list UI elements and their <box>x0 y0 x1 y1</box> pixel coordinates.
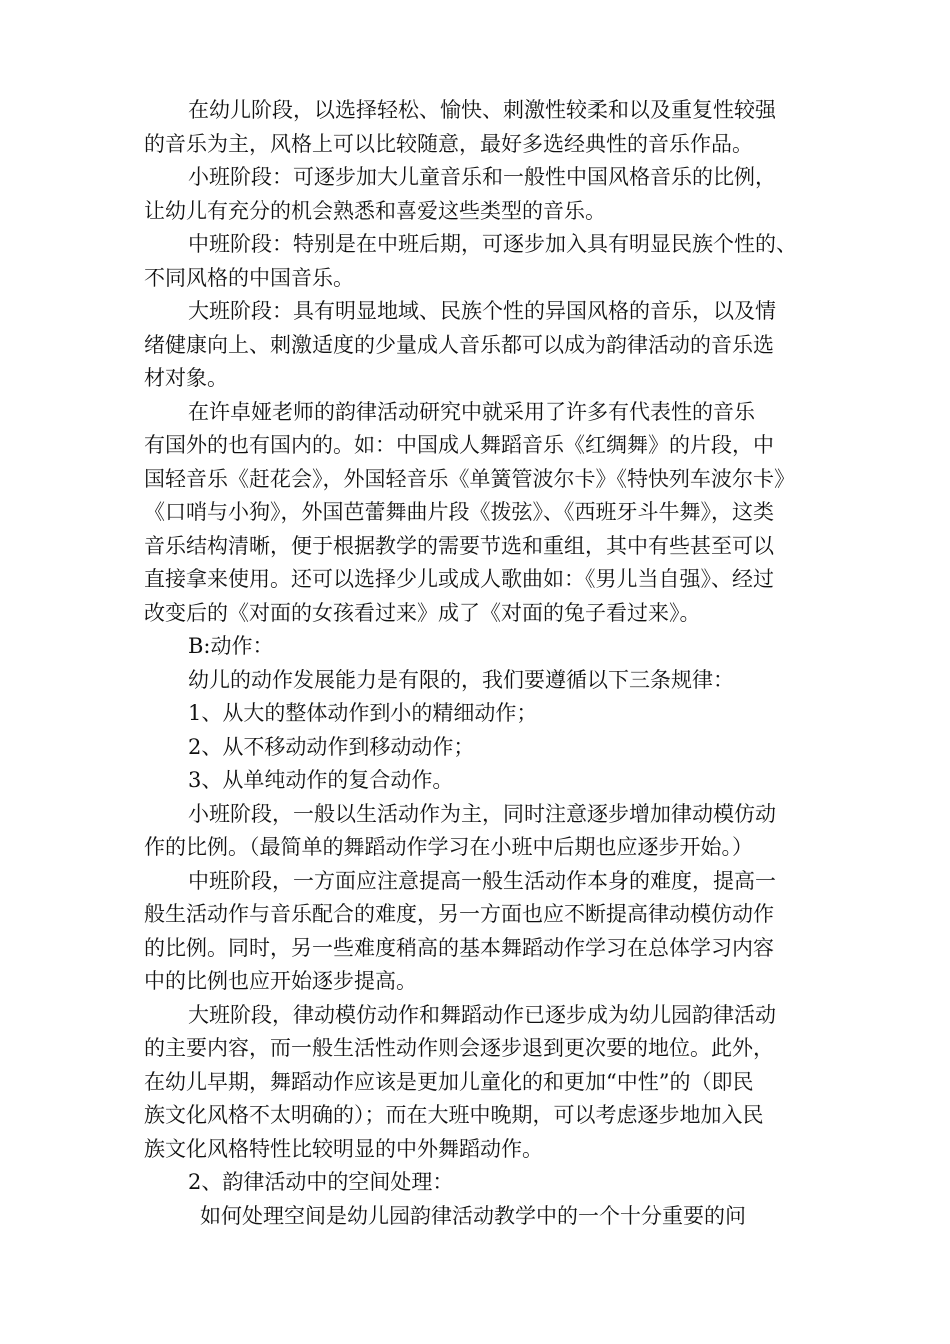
list-item: 1、从大的整体动作到小的精细动作； <box>188 701 538 725</box>
paragraph-line: 《口哨与小狗》，外国芭蕾舞曲片段《拨弦》、《西班牙斗牛舞》，这类 <box>144 500 774 524</box>
paragraph-line: 般生活动作与音乐配合的难度，另一方面也应不断提高律动模仿动作 <box>144 902 774 926</box>
paragraph-line: 材对象。 <box>144 366 228 390</box>
paragraph-line: 中的比例也应开始逐步提高。 <box>144 969 417 993</box>
paragraph-line: 在幼儿阶段，以选择轻松、愉快、刺激性较柔和以及重复性较强 <box>188 98 776 122</box>
paragraph-line: 国轻音乐《赶花会》，外国轻音乐《单簧管波尔卡》《特快列车波尔卡》 <box>144 466 795 491</box>
paragraph-line: 小班阶段，一般以生活动作为主，同时注意逐步增加律动模仿动 <box>188 801 776 826</box>
paragraph-line: 在许卓娅老师的韵律活动研究中就采用了许多有代表性的音乐 <box>188 399 755 424</box>
paragraph-line: 在幼儿早期，舞蹈动作应该是更加儿童化的和更加“中性”的（即民 <box>144 1069 754 1094</box>
paragraph-line: 不同风格的中国音乐。 <box>144 265 354 290</box>
paragraph-line: 有国外的也有国内的。如：中国成人舞蹈音乐《红绸舞》的片段，中 <box>144 433 774 457</box>
paragraph-line: 如何处理空间是幼儿园韵律活动教学中的一个十分重要的问 <box>200 1203 746 1228</box>
paragraph-line: 族文化风格特性比较明显的中外舞蹈动作。 <box>144 1136 543 1161</box>
paragraph-line: 中班阶段，一方面应注意提高一般生活动作本身的难度，提高一 <box>188 868 776 893</box>
paragraph-line: 作的比例。（最简单的舞蹈动作学习在小班中后期也应逐步开始。） <box>144 835 753 859</box>
paragraph-line: 大班阶段：具有明显地域、民族个性的异国风格的音乐，以及情 <box>188 299 776 323</box>
paragraph-line: 幼儿的动作发展能力是有限的，我们要遵循以下三条规律： <box>188 667 734 692</box>
paragraph-line: 的比例。同时，另一些难度稍高的基本舞蹈动作学习在总体学习内容 <box>144 935 774 960</box>
paragraph-line: 中班阶段：特别是在中班后期，可逐步加入具有明显民族个性的、 <box>188 232 797 256</box>
section-heading: B:动作： <box>188 634 274 658</box>
paragraph-line: 的音乐为主，风格上可以比较随意，最好多选经典性的音乐作品。 <box>144 131 753 156</box>
list-item: 3、从单纯动作的复合动作。 <box>188 768 454 792</box>
section-heading: 2、韵律活动中的空间处理： <box>188 1170 454 1194</box>
paragraph-line: 小班阶段：可逐步加大儿童音乐和一般性中国风格音乐的比例， <box>188 165 776 189</box>
paragraph-line: 音乐结构清晰，便于根据教学的需要节选和重组，其中有些甚至可以 <box>144 533 774 558</box>
paragraph-line: 的主要内容，而一般生活性动作则会逐步退到更次要的地位。此外， <box>144 1036 774 1060</box>
paragraph-line: 大班阶段，律动模仿动作和舞蹈动作已逐步成为幼儿园韵律活动 <box>188 1002 776 1027</box>
paragraph-line: 直接拿来使用。还可以选择少儿或成人歌曲如：《男儿当自强》、经过 <box>144 567 774 591</box>
paragraph-line: 绪健康向上、刺激适度的少量成人音乐都可以成为韵律活动的音乐选 <box>144 332 774 357</box>
body-text <box>144 94 820 1233</box>
list-item: 2、从不移动动作到移动动作； <box>188 734 475 759</box>
paragraph-line: 改变后的《对面的女孩看过来》成了《对面的兔子看过来》。 <box>144 600 701 625</box>
paragraph-line: 让幼儿有充分的机会熟悉和喜爱这些类型的音乐。 <box>144 198 606 223</box>
paragraph-line: 族文化风格不太明确的）；而在大班中晚期，可以考虑逐步地加入民 <box>144 1103 764 1127</box>
